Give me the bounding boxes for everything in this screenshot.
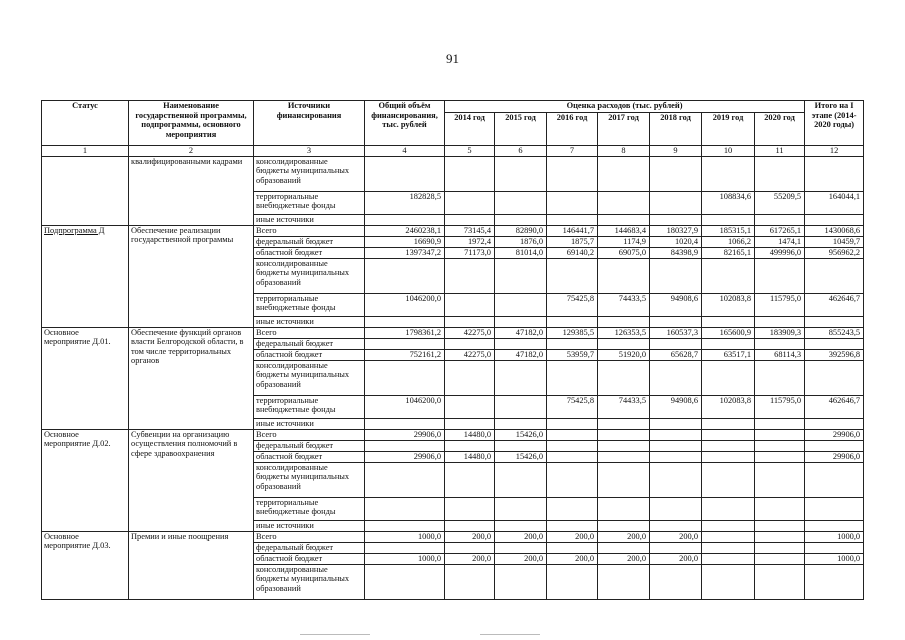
source-cell: иные источники — [254, 214, 365, 225]
year-value-cell — [445, 258, 495, 293]
year-value-cell — [445, 564, 495, 599]
total-cell — [365, 520, 445, 531]
source-cell: территориальные внебюджетные фонды — [254, 293, 365, 316]
year-value-cell — [445, 156, 495, 191]
stage-total-cell — [805, 542, 864, 553]
year-value-cell: 74433,5 — [598, 395, 650, 418]
year-value-cell — [445, 462, 495, 497]
header-name: Наименование государственной программы, подпрограммы, основного мероприятия — [129, 101, 254, 146]
year-value-cell — [598, 338, 650, 349]
year-value-cell — [495, 156, 547, 191]
year-value-cell: 200,0 — [598, 553, 650, 564]
year-value-cell — [650, 564, 702, 599]
source-cell: консолидированные бюджеты муниципальных образований — [254, 258, 365, 293]
year-value-cell — [755, 520, 805, 531]
year-value-cell — [755, 451, 805, 462]
year-value-cell — [755, 316, 805, 327]
year-value-cell: 146441,7 — [547, 225, 598, 236]
status-cell — [42, 156, 129, 225]
year-value-cell — [650, 462, 702, 497]
header-total: Общий объём финансирования, тыс. рублей — [365, 101, 445, 146]
year-value-cell — [495, 440, 547, 451]
year-value-cell — [495, 497, 547, 520]
total-cell — [365, 156, 445, 191]
year-value-cell — [547, 440, 598, 451]
year-value-cell — [598, 214, 650, 225]
year-value-cell: 75425,8 — [547, 293, 598, 316]
total-cell: 29906,0 — [365, 429, 445, 440]
table-header — [42, 101, 864, 146]
year-value-cell: 129385,5 — [547, 327, 598, 338]
total-cell — [365, 258, 445, 293]
header-stage-total: Итого на I этапе (2014-2020 годы) — [805, 101, 864, 146]
total-cell — [365, 542, 445, 553]
column-number: 4 — [365, 146, 445, 157]
year-value-cell: 200,0 — [650, 553, 702, 564]
year-value-cell — [445, 191, 495, 214]
total-cell: 29906,0 — [365, 451, 445, 462]
year-value-cell — [445, 418, 495, 429]
year-value-cell — [495, 462, 547, 497]
header-estimate: Оценка расходов (тыс. рублей) — [445, 101, 805, 113]
year-value-cell — [650, 316, 702, 327]
year-value-cell: 144683,4 — [598, 225, 650, 236]
scan-artifact-line — [300, 634, 370, 635]
source-cell: областной бюджет — [254, 553, 365, 564]
year-value-cell — [495, 395, 547, 418]
year-value-cell: 53959,7 — [547, 349, 598, 360]
year-value-cell: 82165,1 — [702, 247, 755, 258]
year-value-cell: 200,0 — [495, 553, 547, 564]
year-value-cell — [495, 564, 547, 599]
stage-total-cell: 1000,0 — [805, 553, 864, 564]
total-cell: 1046200,0 — [365, 395, 445, 418]
year-value-cell — [650, 418, 702, 429]
status-cell: Основное мероприятие Д.03. — [42, 531, 129, 599]
year-value-cell: 15426,0 — [495, 429, 547, 440]
year-value-cell: 617265,1 — [755, 225, 805, 236]
year-value-cell: 1972,4 — [445, 236, 495, 247]
year-value-cell — [702, 360, 755, 395]
total-cell: 1798361,2 — [365, 327, 445, 338]
year-value-cell — [598, 462, 650, 497]
year-value-cell: 81014,0 — [495, 247, 547, 258]
year-value-cell: 160537,3 — [650, 327, 702, 338]
source-cell: федеральный бюджет — [254, 236, 365, 247]
year-value-cell — [755, 564, 805, 599]
year-value-cell: 74433,5 — [598, 293, 650, 316]
year-value-cell: 47182,0 — [495, 327, 547, 338]
source-cell: иные источники — [254, 520, 365, 531]
total-cell: 1397347,2 — [365, 247, 445, 258]
total-cell: 2460238,1 — [365, 225, 445, 236]
stage-total-cell: 462646,7 — [805, 395, 864, 418]
table-row — [42, 156, 864, 191]
year-value-cell — [598, 258, 650, 293]
total-cell — [365, 418, 445, 429]
source-cell: территориальные внебюджетные фонды — [254, 395, 365, 418]
year-value-cell — [755, 542, 805, 553]
header-year: 2015 год — [495, 113, 547, 146]
source-cell: областной бюджет — [254, 349, 365, 360]
year-value-cell — [598, 564, 650, 599]
year-value-cell — [755, 338, 805, 349]
year-value-cell — [702, 497, 755, 520]
column-number: 3 — [254, 146, 365, 157]
column-number: 5 — [445, 146, 495, 157]
year-value-cell — [547, 316, 598, 327]
year-value-cell — [702, 258, 755, 293]
column-number: 1 — [42, 146, 129, 157]
total-cell: 1000,0 — [365, 531, 445, 542]
total-cell — [365, 497, 445, 520]
stage-total-cell — [805, 462, 864, 497]
year-value-cell: 115795,0 — [755, 395, 805, 418]
year-value-cell — [702, 214, 755, 225]
year-value-cell: 200,0 — [495, 531, 547, 542]
year-value-cell — [702, 451, 755, 462]
stage-total-cell: 1000,0 — [805, 531, 864, 542]
year-value-cell: 42275,0 — [445, 327, 495, 338]
year-value-cell: 1876,0 — [495, 236, 547, 247]
year-value-cell — [547, 520, 598, 531]
year-value-cell: 69075,0 — [598, 247, 650, 258]
header-year: 2017 год — [598, 113, 650, 146]
year-value-cell — [702, 564, 755, 599]
header-year: 2019 год — [702, 113, 755, 146]
stage-total-cell — [805, 214, 864, 225]
column-numbers-row — [42, 146, 864, 157]
stage-total-cell: 462646,7 — [805, 293, 864, 316]
year-value-cell: 15426,0 — [495, 451, 547, 462]
year-value-cell — [445, 338, 495, 349]
year-value-cell: 1066,2 — [702, 236, 755, 247]
year-value-cell: 102083,8 — [702, 293, 755, 316]
year-value-cell — [445, 360, 495, 395]
year-value-cell — [598, 360, 650, 395]
year-value-cell — [495, 360, 547, 395]
year-value-cell — [598, 429, 650, 440]
year-value-cell: 185315,1 — [702, 225, 755, 236]
year-value-cell — [650, 214, 702, 225]
stage-total-cell — [805, 497, 864, 520]
stage-total-cell: 29906,0 — [805, 451, 864, 462]
year-value-cell — [495, 338, 547, 349]
year-value-cell — [445, 316, 495, 327]
year-value-cell — [702, 418, 755, 429]
year-value-cell — [650, 360, 702, 395]
year-value-cell: 55209,5 — [755, 191, 805, 214]
source-cell: консолидированные бюджеты муниципальных образований — [254, 156, 365, 191]
year-value-cell: 200,0 — [547, 553, 598, 564]
year-value-cell: 165600,9 — [702, 327, 755, 338]
year-value-cell: 1174,9 — [598, 236, 650, 247]
year-value-cell — [755, 462, 805, 497]
stage-total-cell — [805, 440, 864, 451]
source-cell: областной бюджет — [254, 247, 365, 258]
status-cell: Основное мероприятие Д.02. — [42, 429, 129, 531]
year-value-cell: 108834,6 — [702, 191, 755, 214]
year-value-cell — [547, 542, 598, 553]
year-value-cell — [598, 156, 650, 191]
total-cell — [365, 214, 445, 225]
source-cell: территориальные внебюджетные фонды — [254, 497, 365, 520]
year-value-cell — [547, 338, 598, 349]
year-value-cell — [495, 191, 547, 214]
year-value-cell: 63517,1 — [702, 349, 755, 360]
year-value-cell: 82890,0 — [495, 225, 547, 236]
name-cell: Субвенции на организацию осуществления полномочий в сфере здравоохранения — [129, 429, 254, 531]
source-cell: Всего — [254, 531, 365, 542]
budget-table — [41, 100, 864, 600]
stage-total-cell — [805, 156, 864, 191]
source-cell: консолидированные бюджеты муниципальных образований — [254, 564, 365, 599]
status-cell: Подпрограмма Д — [42, 225, 129, 327]
column-number: 10 — [702, 146, 755, 157]
year-value-cell: 126353,5 — [598, 327, 650, 338]
total-cell: 1046200,0 — [365, 293, 445, 316]
source-cell: федеральный бюджет — [254, 338, 365, 349]
total-cell — [365, 564, 445, 599]
year-value-cell: 115795,0 — [755, 293, 805, 316]
year-value-cell — [598, 440, 650, 451]
header-year: 2014 год — [445, 113, 495, 146]
year-value-cell — [495, 418, 547, 429]
year-value-cell — [547, 462, 598, 497]
year-value-cell — [547, 214, 598, 225]
year-value-cell — [445, 520, 495, 531]
year-value-cell — [755, 553, 805, 564]
name-cell: Обеспечение реализации государственной программы — [129, 225, 254, 327]
status-cell: Основное мероприятие Д.01. — [42, 327, 129, 429]
table-row — [42, 429, 864, 440]
source-cell: Всего — [254, 225, 365, 236]
year-value-cell — [650, 520, 702, 531]
stage-total-cell — [805, 418, 864, 429]
year-value-cell — [547, 156, 598, 191]
name-cell: Обеспечение функций органов власти Белгородской области, в том числе территориальных органов — [129, 327, 254, 429]
year-value-cell — [495, 316, 547, 327]
year-value-cell — [445, 440, 495, 451]
year-value-cell: 75425,8 — [547, 395, 598, 418]
year-value-cell: 1875,7 — [547, 236, 598, 247]
year-value-cell — [702, 531, 755, 542]
stage-total-cell — [805, 360, 864, 395]
year-value-cell — [755, 360, 805, 395]
source-cell: иные источники — [254, 316, 365, 327]
stage-total-cell: 10459,7 — [805, 236, 864, 247]
name-cell: квалифицированными кадрами — [129, 156, 254, 225]
year-value-cell — [702, 156, 755, 191]
year-value-cell — [755, 156, 805, 191]
year-value-cell — [650, 451, 702, 462]
year-value-cell: 200,0 — [445, 531, 495, 542]
year-value-cell — [650, 338, 702, 349]
year-value-cell — [702, 338, 755, 349]
column-number: 11 — [755, 146, 805, 157]
name-cell: Премии и иные поощрения — [129, 531, 254, 599]
year-value-cell: 42275,0 — [445, 349, 495, 360]
column-number: 8 — [598, 146, 650, 157]
year-value-cell — [702, 542, 755, 553]
header-year: 2016 год — [547, 113, 598, 146]
stage-total-cell: 392596,8 — [805, 349, 864, 360]
year-value-cell — [598, 520, 650, 531]
total-cell — [365, 338, 445, 349]
source-cell: федеральный бюджет — [254, 440, 365, 451]
header-year: 2020 год — [755, 113, 805, 146]
stage-total-cell — [805, 520, 864, 531]
year-value-cell — [650, 191, 702, 214]
source-cell: Всего — [254, 429, 365, 440]
year-value-cell: 51920,0 — [598, 349, 650, 360]
year-value-cell: 14480,0 — [445, 429, 495, 440]
year-value-cell — [650, 156, 702, 191]
year-value-cell — [495, 258, 547, 293]
year-value-cell — [445, 293, 495, 316]
year-value-cell — [755, 214, 805, 225]
scan-artifact-line — [480, 634, 540, 635]
total-cell — [365, 360, 445, 395]
page-number: 91 — [446, 51, 459, 66]
source-cell: областной бюджет — [254, 451, 365, 462]
year-value-cell — [598, 191, 650, 214]
stage-total-cell — [805, 564, 864, 599]
total-cell — [365, 462, 445, 497]
year-value-cell — [755, 497, 805, 520]
column-number: 2 — [129, 146, 254, 157]
year-value-cell — [547, 418, 598, 429]
stage-total-cell — [805, 258, 864, 293]
source-cell: иные источники — [254, 418, 365, 429]
table-row — [42, 225, 864, 236]
year-value-cell: 1474,1 — [755, 236, 805, 247]
total-cell: 16690,9 — [365, 236, 445, 247]
year-value-cell: 200,0 — [445, 553, 495, 564]
stage-total-cell: 1430068,6 — [805, 225, 864, 236]
column-number: 6 — [495, 146, 547, 157]
year-value-cell: 499996,0 — [755, 247, 805, 258]
source-cell: консолидированные бюджеты муниципальных образований — [254, 462, 365, 497]
table-row — [42, 327, 864, 338]
source-cell: территориальные внебюджетные фонды — [254, 191, 365, 214]
year-value-cell — [755, 418, 805, 429]
year-value-cell — [598, 497, 650, 520]
stage-total-cell: 29906,0 — [805, 429, 864, 440]
year-value-cell — [702, 429, 755, 440]
table-row — [42, 531, 864, 542]
year-value-cell — [650, 497, 702, 520]
year-value-cell: 183909,3 — [755, 327, 805, 338]
year-value-cell — [650, 258, 702, 293]
year-value-cell — [547, 191, 598, 214]
year-value-cell — [598, 451, 650, 462]
year-value-cell — [445, 542, 495, 553]
total-cell — [365, 440, 445, 451]
column-number: 9 — [650, 146, 702, 157]
stage-total-cell — [805, 316, 864, 327]
total-cell: 1000,0 — [365, 553, 445, 564]
year-value-cell: 84398,9 — [650, 247, 702, 258]
year-value-cell: 69140,2 — [547, 247, 598, 258]
year-value-cell — [547, 429, 598, 440]
year-value-cell: 102083,8 — [702, 395, 755, 418]
total-cell — [365, 316, 445, 327]
year-value-cell — [650, 429, 702, 440]
total-cell: 182828,5 — [365, 191, 445, 214]
year-value-cell: 14480,0 — [445, 451, 495, 462]
column-number: 12 — [805, 146, 864, 157]
year-value-cell — [650, 542, 702, 553]
year-value-cell — [755, 531, 805, 542]
stage-total-cell: 855243,5 — [805, 327, 864, 338]
column-number: 7 — [547, 146, 598, 157]
year-value-cell: 65628,7 — [650, 349, 702, 360]
stage-total-cell: 164044,1 — [805, 191, 864, 214]
year-value-cell — [445, 395, 495, 418]
year-value-cell — [598, 542, 650, 553]
year-value-cell — [702, 440, 755, 451]
year-value-cell: 47182,0 — [495, 349, 547, 360]
year-value-cell: 94908,6 — [650, 293, 702, 316]
year-value-cell — [495, 520, 547, 531]
source-cell: консолидированные бюджеты муниципальных образований — [254, 360, 365, 395]
year-value-cell: 180327,9 — [650, 225, 702, 236]
year-value-cell — [702, 553, 755, 564]
year-value-cell — [755, 440, 805, 451]
year-value-cell — [495, 293, 547, 316]
year-value-cell — [547, 451, 598, 462]
table-body — [42, 146, 864, 600]
year-value-cell — [445, 497, 495, 520]
total-cell: 752161,2 — [365, 349, 445, 360]
year-value-cell — [598, 418, 650, 429]
source-cell: Всего — [254, 327, 365, 338]
year-value-cell: 71173,0 — [445, 247, 495, 258]
year-value-cell: 68114,3 — [755, 349, 805, 360]
header-sources: Источники финансирования — [254, 101, 365, 146]
year-value-cell: 94908,6 — [650, 395, 702, 418]
header-status: Статус — [42, 101, 129, 146]
year-value-cell — [755, 429, 805, 440]
source-cell: федеральный бюджет — [254, 542, 365, 553]
year-value-cell — [755, 258, 805, 293]
stage-total-cell: 956962,2 — [805, 247, 864, 258]
year-value-cell — [650, 440, 702, 451]
year-value-cell — [547, 360, 598, 395]
year-value-cell: 200,0 — [547, 531, 598, 542]
year-value-cell — [702, 520, 755, 531]
year-value-cell — [702, 316, 755, 327]
year-value-cell: 200,0 — [598, 531, 650, 542]
year-value-cell: 73145,4 — [445, 225, 495, 236]
header-year: 2018 год — [650, 113, 702, 146]
year-value-cell — [445, 214, 495, 225]
year-value-cell: 1020,4 — [650, 236, 702, 247]
year-value-cell — [495, 542, 547, 553]
year-value-cell — [702, 462, 755, 497]
year-value-cell — [495, 214, 547, 225]
year-value-cell — [598, 316, 650, 327]
year-value-cell — [547, 258, 598, 293]
year-value-cell — [547, 564, 598, 599]
stage-total-cell — [805, 338, 864, 349]
year-value-cell — [547, 497, 598, 520]
year-value-cell: 200,0 — [650, 531, 702, 542]
